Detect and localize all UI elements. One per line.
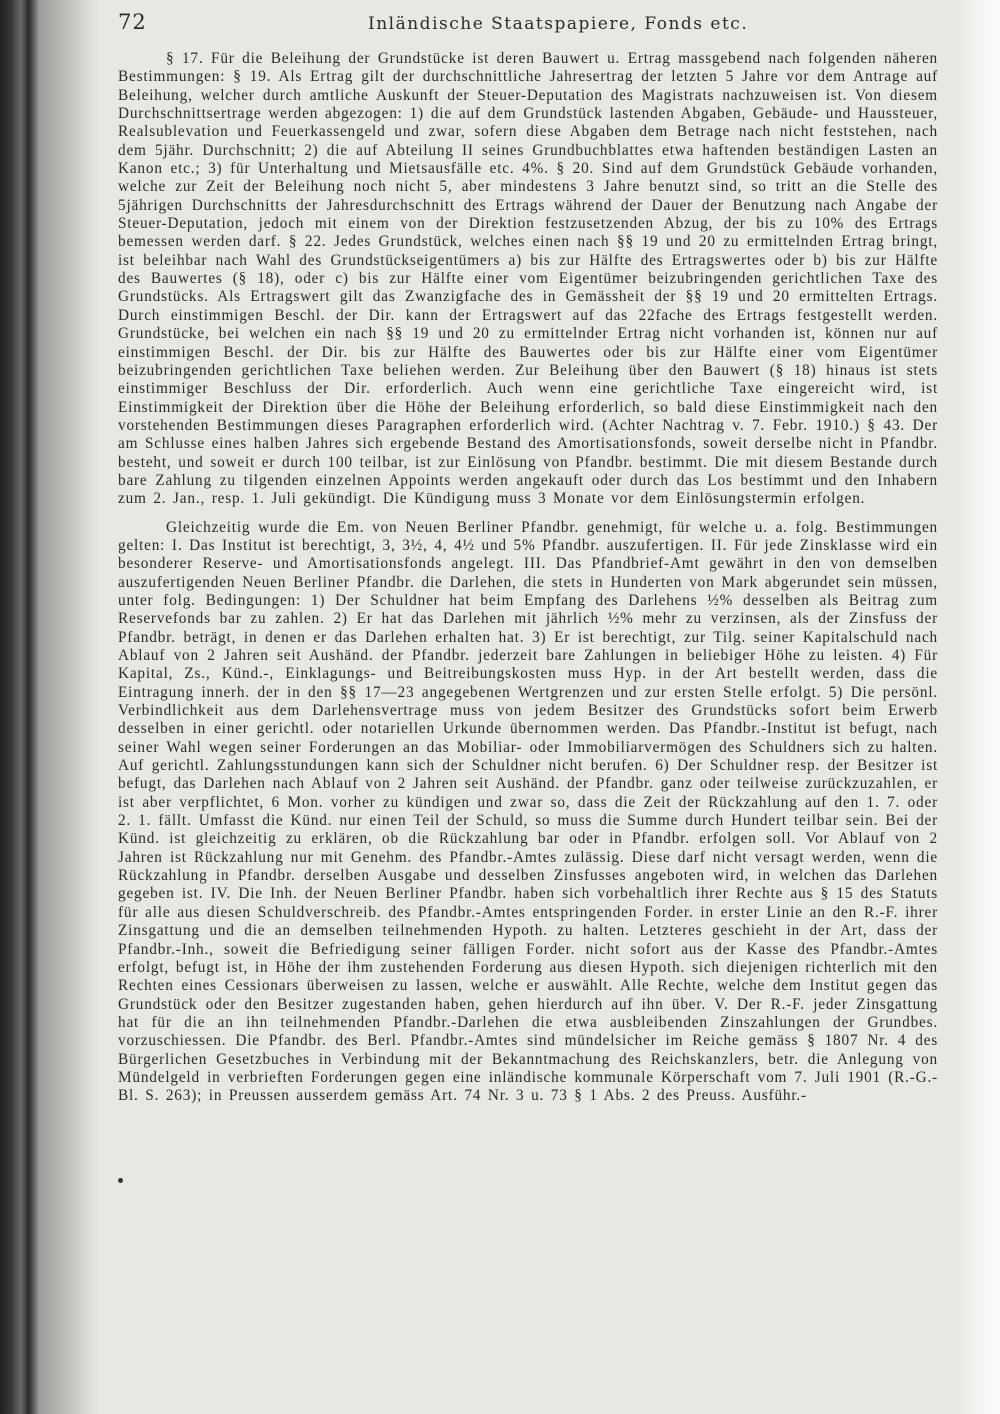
paragraph-new-berlin-pfandbriefe: Gleichzeitig wurde die Em. von Neuen Berliner Pfandbr. genehmigt, für welche u. a. folg. Bestimmungen gelten: I. Das Institut ist berechtigt, 3, 3½, 4, 4½ und 5% Pfandbr. auszufertigen. II. Für jede Zinsklasse wird ein besonderer Reserve- und Amortisationsfonds angelegt. III. Das Pfandbrief-Amt gewährt in den von demselben auszufertigenden Neuen Berliner Pfandbr. die Darlehen, die stets in Hunderten von Mark abgerundet sein müssen, unter folg. Bedingungen: 1) Der Schuldner hat beim Empfang des Darlehens ½% desselben als Beitrag zum Reservefonds bar zu zahlen. 2) Er hat das Darlehen mit jährlich ½% mehr zu verzinsen, als der Zinsfuss der Pfandbr. beträgt, in denen er das Darlehen erhalten hat. 3) Er ist berechtigt, zur Tilg. seiner Kapitalschuld nach Ablauf von 2 Jahren seit Aushänd. der Pfandbr. jederzeit bare Zahlungen in beliebiger Höhe zu leisten. 4) Für Kapital, Zs., Künd.-, Einklagungs- und Beitreibungskosten muss Hyp. in der Art bestellt werden, dass die Eintragung innerh. der in den §§ 17—23 angegebenen Wertgrenzen und zur ersten Stelle erfolgt. 5) Die persönl. Verbindlichkeit aus dem Darlehensvertrage muss von jedem Besitzer des Grundstücks sofort beim Erwerb desselben in einer gerichtl. oder notariellen Urkunde übernommen werden. Das Pfandbr.-Institut ist befugt, nach seiner Wahl wegen seiner Forderungen an das Mobiliar- oder Immobiliarvermögen des Schuldners sich zu halten. Auf gerichtl. Zahlungsstundungen kann sich der Schuldner nicht berufen. 6) Der Schuldner resp. der Besitzer ist befugt, das Darlehen nach Ablauf von 2 Jahren seit Aushänd. der Pfandbr. ganz oder teilweise zurückzuzahlen, er ist aber verpflichtet, 6 Mon. vorher zu kündigen und zwar so, dass die Zeit der Rückzahlung auf den 1. 7. oder 2. 1. fällt. Umfasst die Künd. nur einen Teil der Schuld, so muss die Summe durch Hundert teilbar sein. Bei der Künd. ist gleichzeitig zu erklären, ob die Rückzahlung bar oder in Pfandbr. erfolgen soll. Vor Ablauf von 2 Jahren ist Rückzahlung nur mit Genehm. des Pfandbr.-Amtes zulässig. Diese darf nicht versagt werden, wenn die Rückzahlung in Pfandbr. derselben Ausgabe und desselben Zinsfusses angeboten wird, in welchen das Darlehen gegeben ist. IV. Die Inh. der Neuen Berliner Pfandbr. haben sich vorbehaltlich ihrer Rechte aus § 15 des Statuts für alle aus diesen Schuldverschreib. des Pfandbr.-Amtes entspringenden Forder. in erster Linie an den R.-F. ihrer Zinsgattung und die an demselben teilnehmenden Hypoth. zu halten. Letzteres geschieht in der Art, dass der Pfandbr.-Inh., soweit die Befriedigung seiner fälligen Forder. nicht sofort aus der Kasse des Pfandbr.-Amtes erfolgt, befugt ist, in Höhe der ihm zustehenden Forderung aus diesen Hypoth. sich diejenigen richterlich mit den Rechten eines Cessionars überweisen zu lassen, welche er auswählt. Alle Rechte, welche dem Institut gegen das Grundstück oder den Besitzer zugestanden haben, gehen hierdurch auf ihn über. V. Der R.-F. jeder Zinsgattung hat für die an ihn teilnehmenden Pfandbr.-Darlehen die etwa ausbleibenden Zinszahlungen der Grundbes. vorzuschiessen. Die Pfandbr. des Berl. Pfandbr.-Amtes sind mündelsicher im Reiche gemäss § 1807 Nr. 4 des Bürgerlichen Gesetzbuches in Verbindung mit der Bekanntmachung des Reichskanzlers, betr. die Anlegung von Mündelgeld in verbrieften Forderungen gegen eine inländische kommunale Körperschaft vom 7. Juli 1901 (R.-G.-Bl. S. 263); in Preussen ausserdem gemäss Art. 74 Nr. 3 u. 73 § 1 Abs. 2 des Preuss. Ausführ.- [118,518,938,1105]
margin-dot [118,1178,123,1183]
scanned-page [118,10,938,1106]
page-edge-fade [955,0,1000,1414]
page-number: 72 [118,10,147,34]
running-head: Inländische Staatspapiere, Fonds etc. [368,14,749,34]
book-spine-shadow [0,0,38,1414]
page-body [118,50,938,1106]
page-header [118,10,938,50]
gutter-shadow [38,0,98,1414]
paragraph-statute-sections: § 17. Für die Beleihung der Grundstücke ist deren Bauwert u. Ertrag massgebend nach folgenden näheren Bestimmungen: § 19. Als Ertrag gilt der durchschnittliche Jahresertrag der letzten 5 Jahre vor dem Antrage auf Beleihung, welcher durch amtliche Auskunft der Steuer-Deputation des Magistrats nachzuweisen ist. Von diesem Durchschnittsertrage werden abgezogen: 1) die auf dem Grundstück lastenden Abgaben, Gebäude- und Haussteuer, Realsublevation und Feuerkassengeld und zwar, sofern diese Abgaben dem Betrage nach nicht feststehen, nach dem 5jähr. Durchschnitt; 2) die auf Abteilung II seines Grundbuchblattes etwa haftenden beständigen Lasten an Kanon etc.; 3) für Unterhaltung und Mietsausfälle etc. 4%. § 20. Sind auf dem Grundstück Gebäude vorhanden, welche zur Zeit der Beleihung noch nicht 5, aber mindestens 3 Jahre benutzt sind, so tritt an die Stelle des 5jährigen Durchschnitts der Jahresdurchschnitt des Ertrags während der Dauer der Benutzung nach Angabe der Steuer-Deputation, jedoch mit einem von der Direktion festzusetzenden Abzug, der bis zu 10% des Ertrags bemessen werden darf. § 22. Jedes Grundstück, welches einen nach §§ 19 und 20 zu ermittelnden Ertrag bringt, ist beleihbar nach Wahl des Grundstückseigentümers a) bis zur Hälfte des Ertragswertes oder b) bis zur Hälfte des Bauwertes (§ 18), oder c) bis zur Hälfte einer vom Eigentümer beizubringenden gerichtlichen Taxe des Grundstücks. Als Ertragswert gilt das Zwanzigfache des in Gemässheit der §§ 19 und 20 ermittelten Ertrags. Durch einstimmigen Beschl. der Dir. kann der Ertragswert auf das 22fache des Ertrags festgestellt werden. Grundstücke, bei welchen ein nach §§ 19 und 20 zu ermittelnder Ertrag nicht vorhanden ist, können nur auf einstimmigen Beschl. der Dir. bis zur Hälfte des Bauwertes oder bis zur Hälfte einer vom Eigentümer beizubringenden gerichtlichen Taxe beliehen werden. Zur Beleihung über den Bauwert (§ 18) hinaus ist stets einstimmiger Beschluss der Dir. erforderlich. Auch wenn eine gerichtliche Taxe eingereicht wird, ist Einstimmigkeit der Direktion über die Höhe der Beleihung erforderlich, so bald diese Einstimmigkeit nach den vorstehenden Bestimmungen dieses Paragraphen erforderlich wird. (Achter Nachtrag v. 7. Febr. 1910.) § 43. Der am Schlusse eines halben Jahres sich ergebende Bestand des Amortisationsfonds, soweit derselbe nicht in Pfandbr. besteht, und soweit er durch 100 teilbar, ist zur Einlösung von Pfandbr. bestimmt. Die mit diesem Bestande durch bare Zahlung zu tilgenden einzelnen Appoints werden angekauft oder durch das Los bestimmt und den Inhabern zum 2. Jan., resp. 1. Juli gekündigt. Die Kündigung muss 3 Monate vor dem Einlösungstermin erfolgen. [118,50,938,508]
